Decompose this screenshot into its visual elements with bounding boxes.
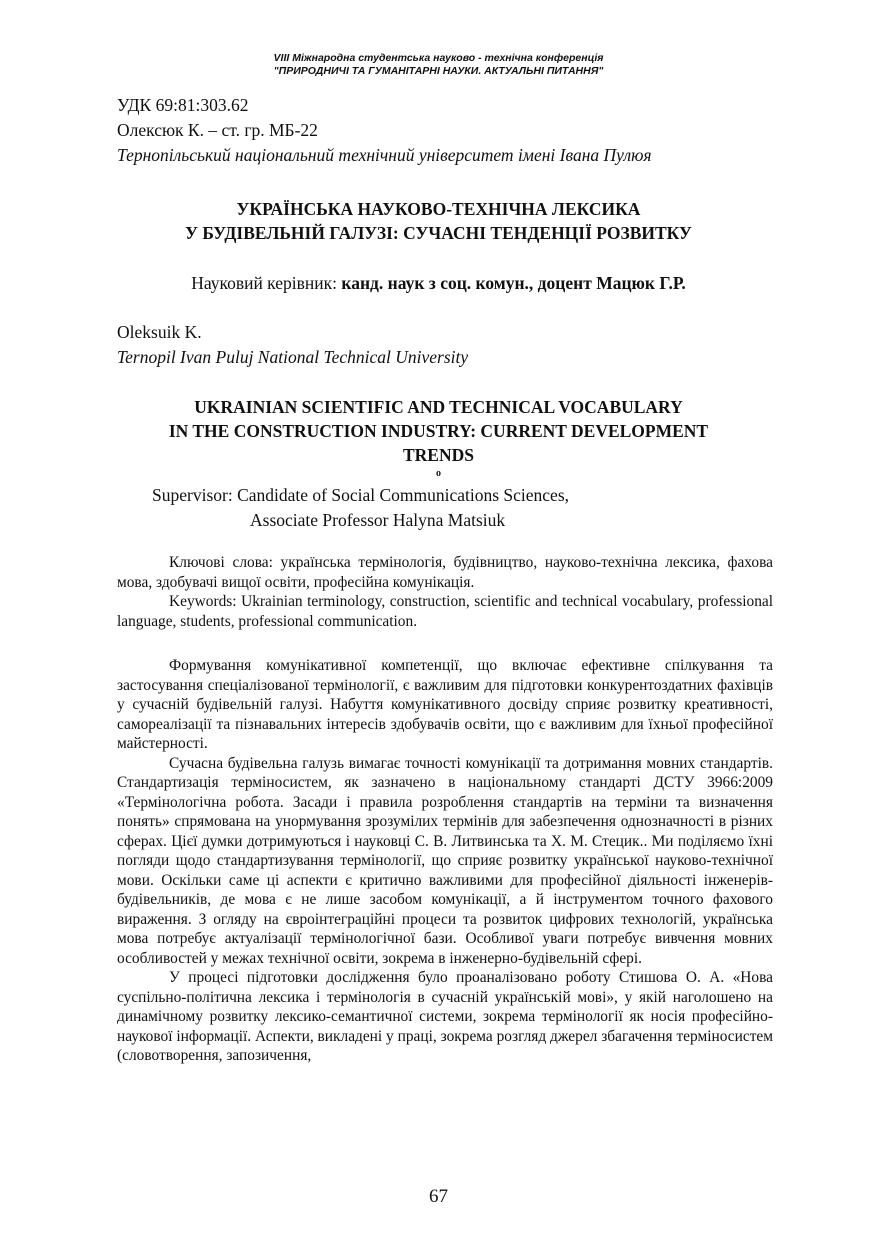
body-paragraph-3: У процесі підготовки дослідження було проаналізовано роботу Стишова О. А. «Нова суспільно-політична лексика і термінологія в сучасній українській мові», у якій наголошено на динамічному розвитку лексико-семантичної системи, зокрема термінології як носія професійно-наукової інформації. Аспекти, викладені у праці, зокрема розгляд джерел збагачення терміносистем (словотворення, запозичення, [117, 969, 773, 1064]
keywords-ua: Ключові слова: українська термінологія, будівництво, науково-технічна лексика, фахова мова, здобувачі вищої освіти, професійна комунікація. [117, 554, 773, 591]
author-en: Oleksuik K. [117, 322, 202, 342]
supervisor-ua [0, 272, 877, 294]
title-ua-line2: У БУДІВЕЛЬНІЙ ГАЛУЗІ: СУЧАСНІ ТЕНДЕНЦІЇ РОЗВИТКУ [185, 223, 692, 243]
supervisor-en-line1: Supervisor: Candidate of Social Communications Sciences, [152, 485, 570, 505]
keywords-block [117, 553, 773, 631]
supervisor-ua-label: Науковий керівник: [191, 273, 342, 293]
title-en-line1: UKRAINIAN SCIENTIFIC AND TECHNICAL VOCABULARY [194, 397, 683, 417]
conference-header-line1: VIII Міжнародна студентська науково - технічна конференція [273, 52, 604, 64]
article-body [117, 656, 773, 1066]
conference-header [0, 52, 877, 78]
title-en-line2: IN THE CONSTRUCTION INDUSTRY: CURRENT DEVELOPMENT [168, 421, 709, 441]
title-ua-line1: УКРАЇНСЬКА НАУКОВО-ТЕХНІЧНА ЛЕКСИКА [236, 199, 641, 219]
supervisor-ua-name: канд. наук з соц. комун., доцент Мацюк Г.Р. [341, 273, 686, 293]
keywords-en: Keywords: Ukrainian terminology, construction, scientific and technical vocabulary, professional language, students, professional communication. [117, 593, 773, 630]
affiliation-ua: Тернопільський національний технічний університет імені Івана Пулюя [117, 145, 652, 165]
conference-header-line2: "ПРИРОДНИЧІ ТА ГУМАНІТАРНІ НАУКИ. АКТУАЛЬНІ ПИТАННЯ" [273, 65, 604, 77]
affiliation-en: Ternopil Ivan Puluj National Technical University [117, 347, 469, 367]
page-number: 67 [429, 1186, 448, 1207]
udk-code: УДК 69:81:303.62 [117, 95, 249, 115]
supervisor-en-line2: Associate Professor Halyna Matsiuk [250, 510, 506, 530]
author-ua: Олексюк К. – ст. гр. МБ-22 [117, 120, 318, 140]
body-paragraph-2: Сучасна будівельна галузь вимагає точності комунікації та дотримання мовних стандартів. Стандартизація терміносистем, як зазначено в національному стандарті ДСТУ 3966:2009 «Термінологічна робота. Засади і правила розроблення стандартів на терміни та визначення понять» спрямована на унормування зрозумілих термінів для забезпечення однозначності в різних сферах. Цієї думки дотримуються і науковці С. В. Литвинська та Х. М. Стецик.. Ми поділяємо їхні погляди щодо стандартизування термінології, що сприяє розвитку української науково-технічної мови. Оскільки саме ці аспекти є критично важливими для професійної діяльності інженерів-будівельників, де мова є не лише засобом комунікації, а й інструментом точного фахового вираження. З огляду на євроінтеграційні процеси та розвиток цифрових технологій, українська мова потребує актуалізації термінологічної бази. Особливої уваги потребує вивчення мовних особливостей у межах технічної освіти, зокрема в інженерно-будівельній сфері. [117, 754, 773, 967]
stray-mark: o [436, 468, 441, 479]
title-en-line3: TRENDS [403, 445, 474, 465]
body-paragraph-1: Формування комунікативної компетенції, що включає ефективне спілкування та застосування спеціалізованої термінології, є важливим для підготовки конкурентоздатних фахівців у сучасній будівельній галузі. Набуття комунікативного досвіду сприяє розвитку креативності, самореалізації та пізнавальних інтересів здобувачів освіти, що є важливим для їхньої професійної майстерності. [117, 657, 773, 752]
